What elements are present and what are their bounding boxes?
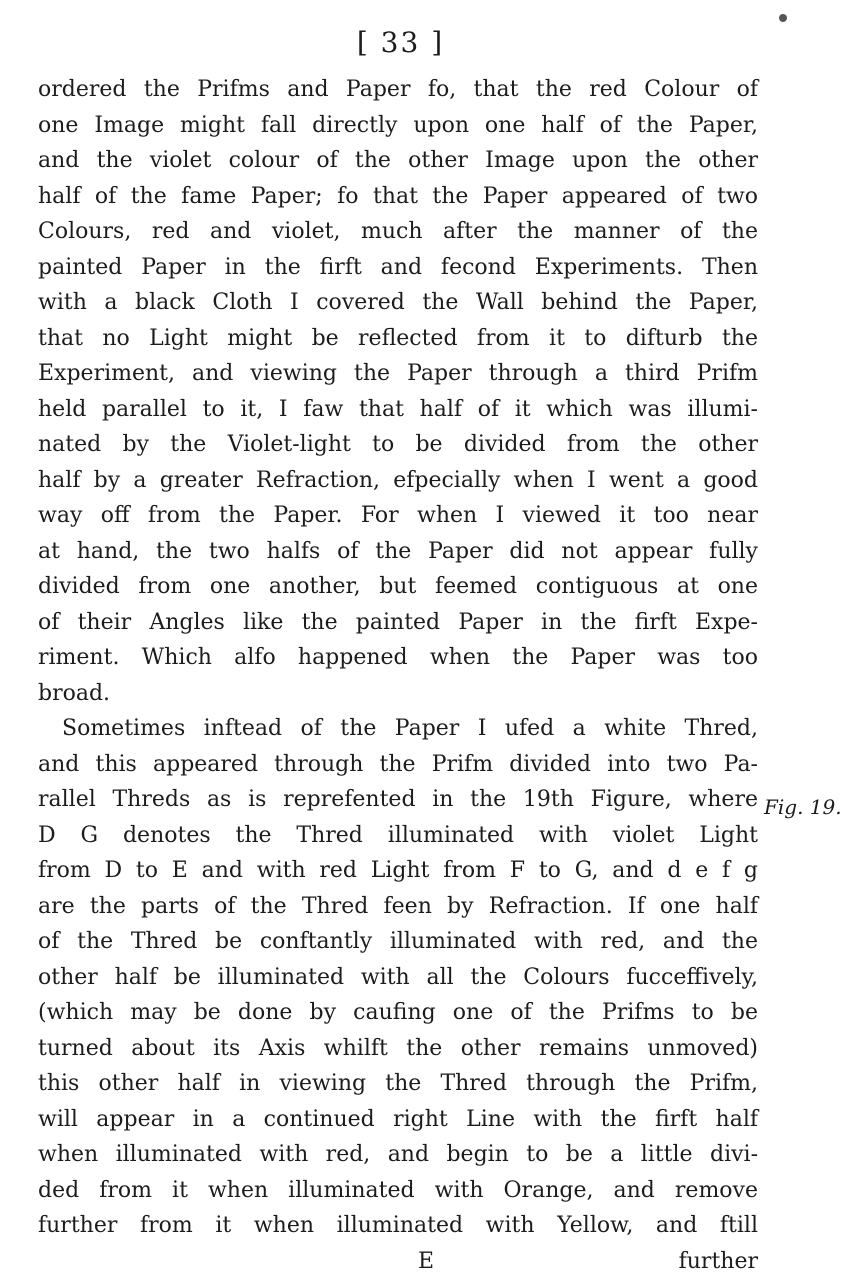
- text-line: riment. Which alfo happened when the Paper was too: [38, 640, 758, 676]
- text-line: and this appeared through the Prifm divided into two Pa-: [38, 747, 758, 783]
- text-line: divided from one another, but feemed contiguous at one: [38, 569, 758, 605]
- body-text: [38, 72, 758, 1279]
- text-line: when illuminated with red, and begin to be a little divi-: [38, 1137, 758, 1173]
- catchword: further: [679, 1244, 758, 1279]
- text-line: one Image might fall directly upon one half of the Paper,: [38, 108, 758, 144]
- figure-reference-label: Fig. 19.: [764, 795, 842, 819]
- figure-reference: [764, 795, 842, 819]
- text-line: at hand, the two halfs of the Paper did not appear fully: [38, 534, 758, 570]
- text-line: half by a greater Refraction, efpecially when I went a good: [38, 463, 758, 499]
- corner-mark: [779, 14, 787, 22]
- text-line: ded from it when illuminated with Orange, and remove: [38, 1173, 758, 1209]
- text-line: with a black Cloth I covered the Wall behind the Paper,: [38, 285, 758, 321]
- text-line: rallel Threds as is reprefented in the 19th Figure, where: [38, 782, 758, 818]
- text-line: Sometimes inftead of the Paper I ufed a white Thred,: [38, 711, 758, 747]
- text-line: painted Paper in the firft and fecond Experiments. Then: [38, 250, 758, 286]
- text-line: (which may be done by caufing one of the Prifms to be: [38, 995, 758, 1031]
- text-line: half of the fame Paper; fo that the Paper appeared of two: [38, 179, 758, 215]
- text-line: turned about its Axis whilft the other remains unmoved): [38, 1031, 758, 1067]
- text-line: held parallel to it, I faw that half of it which was illumi-: [38, 392, 758, 428]
- text-line: will appear in a continued right Line with the firft half: [38, 1102, 758, 1138]
- text-line: broad.: [38, 676, 758, 712]
- text-line: Colours, red and violet, much after the manner of the: [38, 214, 758, 250]
- signature-mark: E: [418, 1244, 434, 1279]
- text-line: other half be illuminated with all the Colours fucceffively,: [38, 960, 758, 996]
- text-line: Experiment, and viewing the Paper through a third Prifm: [38, 356, 758, 392]
- text-line: from D to E and with red Light from F to G, and d e f g: [38, 853, 758, 889]
- text-line: are the parts of the Thred feen by Refraction. If one half: [38, 889, 758, 925]
- text-line: of the Thred be conftantly illuminated with red, and the: [38, 924, 758, 960]
- catchword-line: [38, 1244, 758, 1279]
- text-line: and the violet colour of the other Image upon the other: [38, 143, 758, 179]
- text-line: further from it when illuminated with Yellow, and ftill: [38, 1208, 758, 1244]
- text-line: of their Angles like the painted Paper in the firft Expe-: [38, 605, 758, 641]
- text-line: D G denotes the Thred illuminated with violet Light: [38, 818, 758, 854]
- text-line: this other half in viewing the Thred through the Prifm,: [38, 1066, 758, 1102]
- text-line: way off from the Paper. For when I viewed it too near: [38, 498, 758, 534]
- text-line: that no Light might be reflected from it to difturb the: [38, 321, 758, 357]
- text-line: nated by the Violet-light to be divided from the other: [38, 427, 758, 463]
- page-number: [ 33 ]: [0, 26, 801, 59]
- text-line: ordered the Prifms and Paper fo, that the red Colour of: [38, 72, 758, 108]
